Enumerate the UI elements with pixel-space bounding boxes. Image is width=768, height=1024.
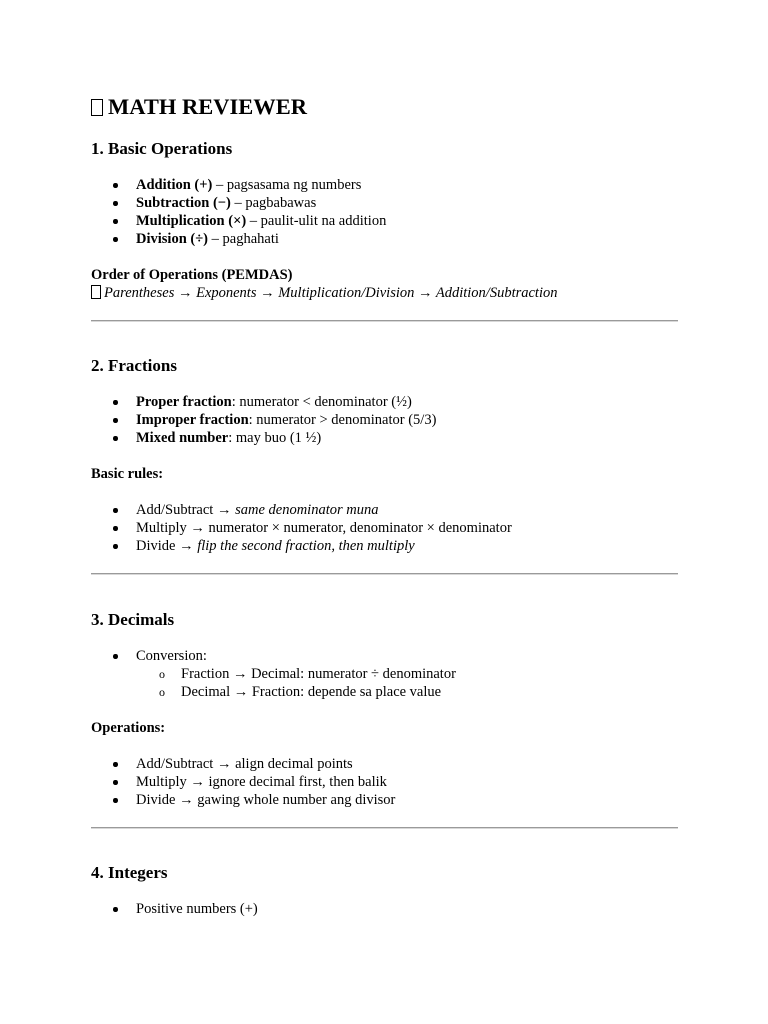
definition: : numerator > denominator (5/3) (248, 412, 437, 428)
bullet-icon (113, 762, 118, 767)
rule-detail: same denominator muna (235, 502, 379, 518)
section-heading-basic-operations: 1. Basic Operations (91, 139, 233, 158)
sub-bullet-icon: o (159, 685, 165, 699)
bullet-icon (113, 508, 118, 513)
bullet-icon (113, 526, 118, 531)
bullet-icon (113, 436, 118, 441)
term: Subtraction (−) (136, 195, 231, 211)
list-item-text: Add/Subtract → align decimal points (136, 756, 353, 772)
section-divider (91, 320, 678, 322)
pemdas-heading-text: Order of Operations (PEMDAS) (91, 267, 293, 283)
missing-glyph-icon (91, 99, 103, 116)
bullet-icon (113, 907, 118, 912)
bullet-icon (113, 798, 118, 803)
term: Mixed number (136, 430, 229, 446)
definition: – pagbabawas (230, 195, 317, 211)
pemdas-sequence: Parentheses → Exponents → Multiplication/Division → Addition/Subtraction (104, 285, 558, 301)
rule-lead: Add/Subtract → (136, 502, 236, 518)
bullet-icon (113, 183, 118, 188)
rule-lead: Multiply → numerator × numerator, denominator × denominator (136, 520, 512, 536)
list-item-text: Multiply → ignore decimal first, then balik (136, 774, 387, 790)
term: Proper fraction (136, 394, 232, 410)
list-item-text (136, 429, 321, 447)
bullet-icon (113, 201, 118, 206)
bullet-icon (113, 544, 118, 549)
bullet-icon (113, 400, 118, 405)
page-title (91, 93, 307, 121)
list-item-text: Divide → gawing whole number ang divisor (136, 792, 396, 808)
bullet-icon (113, 780, 118, 785)
section-heading-integers: 4. Integers (91, 863, 168, 882)
list-item-text (136, 176, 361, 194)
list-item-text (136, 537, 415, 555)
sub-list-item-text: Fraction → Decimal: numerator ÷ denominator (181, 666, 456, 682)
term: Addition (+) (136, 177, 213, 193)
missing-glyph-icon (91, 285, 101, 299)
sub-bullet-icon: o (159, 667, 165, 681)
operations-heading-text: Operations: (91, 720, 166, 736)
section-heading-decimals: 3. Decimals (91, 610, 175, 629)
definition: : may buo (1 ½) (228, 430, 322, 446)
sub-list-item-text: Decimal → Fraction: depende sa place value (181, 684, 442, 700)
operations-heading (91, 719, 165, 737)
bullet-icon (113, 219, 118, 224)
list-item-text (136, 501, 378, 519)
section-divider (91, 573, 678, 575)
page-title-text: MATH REVIEWER (108, 94, 307, 119)
definition: – paghahati (208, 231, 279, 247)
rules-heading-text: Basic rules: (91, 466, 164, 482)
list-item-text: Positive numbers (+) (136, 901, 258, 917)
rule-lead: Divide → (136, 538, 198, 554)
bullet-icon (113, 418, 118, 423)
definition: – pagsasama ng numbers (212, 177, 362, 193)
term: Multiplication (×) (136, 213, 247, 229)
list-item-text (136, 230, 279, 248)
definition: : numerator < denominator (½) (231, 394, 412, 410)
rules-heading (91, 465, 163, 483)
term: Improper fraction (136, 412, 249, 428)
bullet-icon (113, 237, 118, 242)
bullet-icon (113, 654, 118, 659)
pemdas-line (91, 284, 558, 302)
list-item-text: Conversion: (136, 648, 207, 664)
rule-detail: flip the second fraction, then multiply (197, 538, 415, 554)
pemdas-heading (91, 266, 293, 284)
list-item-text (136, 411, 436, 429)
list-item-text (136, 212, 386, 230)
list-item-text (136, 393, 412, 411)
list-item-text (136, 194, 316, 212)
definition: – paulit-ulit na addition (246, 213, 387, 229)
section-divider (91, 827, 678, 829)
section-heading-fractions: 2. Fractions (91, 356, 177, 375)
list-item-text (136, 519, 512, 537)
term: Division (÷) (136, 231, 209, 247)
